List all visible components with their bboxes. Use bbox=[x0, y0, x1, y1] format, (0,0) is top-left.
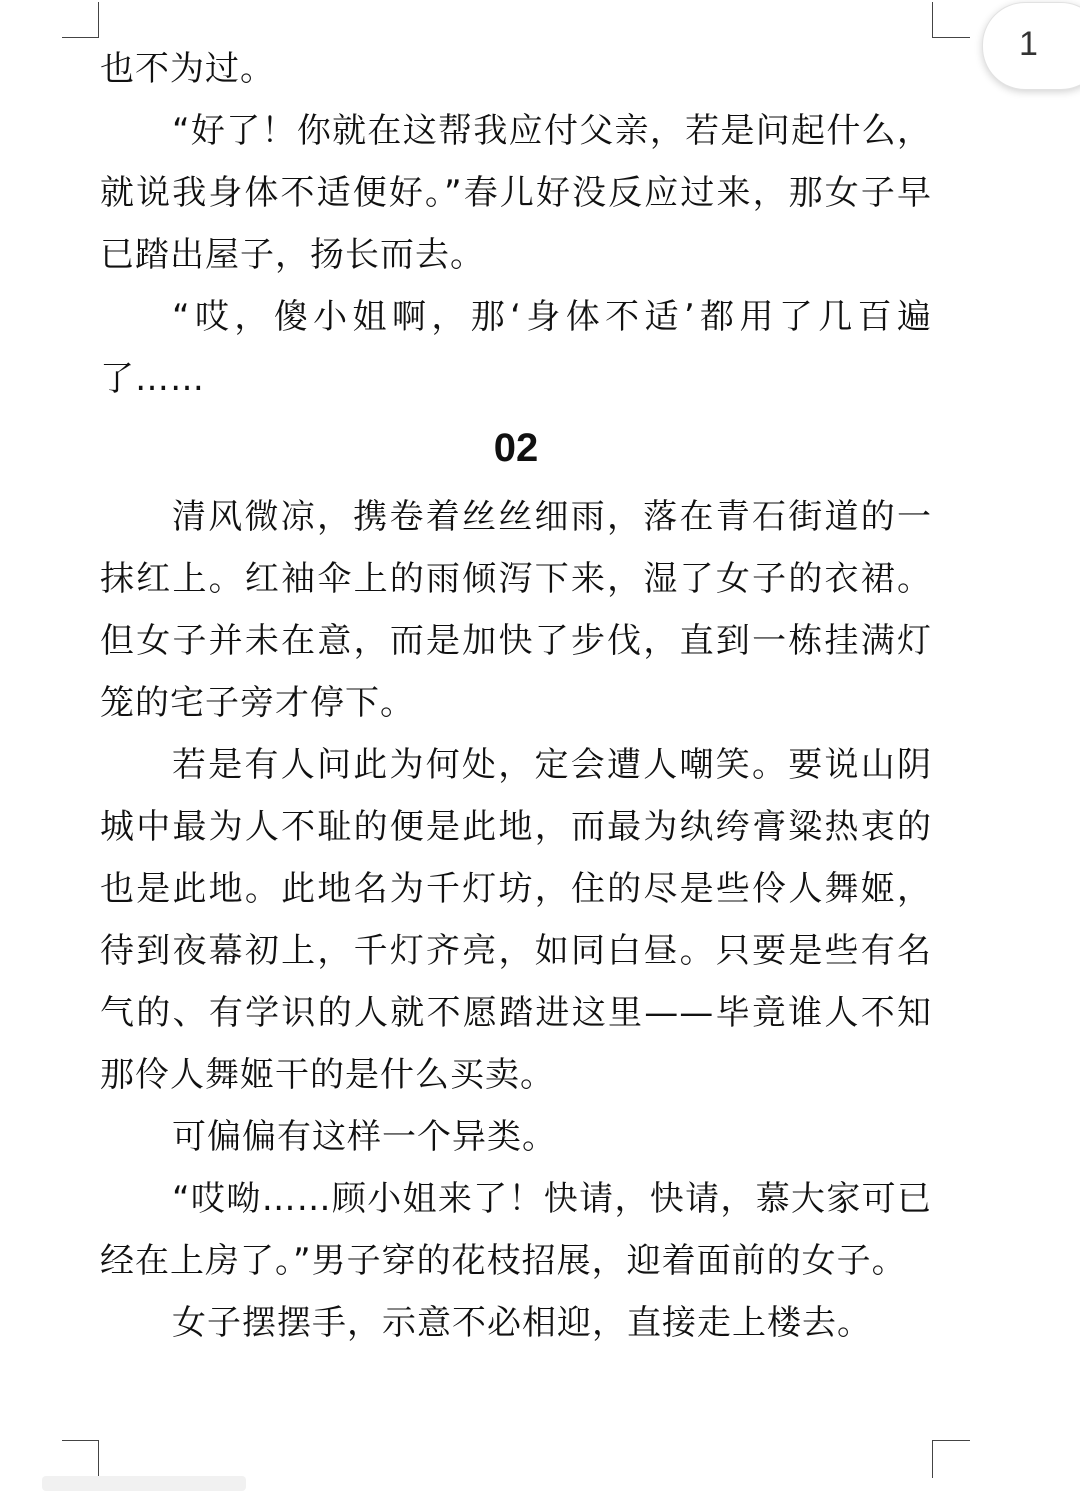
bottom-scroll-indicator[interactable] bbox=[42, 1476, 246, 1491]
document-body bbox=[100, 38, 932, 1354]
crop-mark-bottom-right bbox=[932, 1440, 970, 1441]
chapter-heading: 02 bbox=[493, 426, 539, 470]
crop-mark-top-right bbox=[932, 2, 933, 38]
paragraph: 若是有人问此为何处，定会遭人嘲笑。要说山阴城中最为人不耻的便是此地，而最为纨绔膏粱热衷的也是此地。此地名为千灯坊，住的尽是些伶人舞姬，待到夜幕初上，千灯齐亮，如同白昼。只要是些有名气的、有学识的人就不愿踏进这里——毕竟谁人不知那伶人舞姬干的是什么买卖。 bbox=[100, 745, 932, 1095]
crop-mark-top-left bbox=[98, 2, 99, 38]
paragraph: 也不为过。 bbox=[100, 49, 275, 89]
crop-mark-top-left bbox=[62, 37, 99, 38]
crop-mark-bottom-left bbox=[98, 1440, 99, 1478]
paragraph: “哎呦……顾小姐来了！快请，快请，慕大家可已经在上房了。”男子穿的花枝招展，迎着面前的女子。 bbox=[100, 1179, 932, 1281]
paragraph: 清风微凉，携卷着丝丝细雨，落在青石街道的一抹红上。红袖伞上的雨倾泻下来，湿了女子的衣裙。但女子并未在意，而是加快了步伐，直到一栋挂满灯笼的宅子旁才停下。 bbox=[100, 497, 932, 723]
crop-mark-bottom-right bbox=[932, 1440, 933, 1478]
crop-mark-top-right bbox=[932, 37, 970, 38]
paragraph: 可偏偏有这样一个异类。 bbox=[172, 1117, 557, 1157]
page-number: 1 bbox=[1019, 25, 1038, 63]
paragraph: 女子摆摆手，示意不必相迎，直接走上楼去。 bbox=[172, 1303, 872, 1343]
page-number-badge[interactable] bbox=[982, 2, 1080, 90]
crop-mark-bottom-left bbox=[62, 1440, 99, 1441]
paragraph: “哎，傻小姐啊，那‘身体不适’都用了几百遍了…… bbox=[100, 297, 932, 399]
paragraph: “好了！你就在这帮我应付父亲，若是问起什么，就说我身体不适便好。”春儿好没反应过来，那女子早已踏出屋子，扬长而去。 bbox=[100, 111, 932, 275]
